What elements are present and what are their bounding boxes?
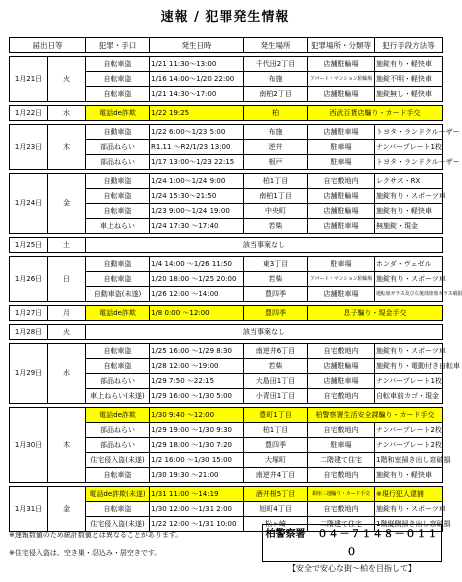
datetime-cell: 1/24 1:00～1/24 9:00 (150, 174, 244, 189)
place-cell: 大島田1丁目 (244, 374, 308, 389)
category-cell: 店舗駐輪場 (308, 189, 375, 204)
crime-type-cell: 自動車盗(未遂) (86, 287, 150, 302)
place-cell: 千代田2丁目 (244, 57, 308, 72)
crime-type-cell: 自転車盗 (86, 57, 150, 72)
datetime-cell: 1/25 16:00 ～1/29 8:30 (150, 344, 244, 359)
category-cell: 店舗駐車場 (308, 287, 375, 302)
table-row (10, 106, 443, 121)
place-cell: 豊町1丁目 (244, 408, 308, 423)
category-cell: 二階建て住宅 (308, 517, 375, 532)
category-cell: 銀座三越騙り・カード手交 (308, 487, 375, 502)
crime-type-cell: 電話de詐欺 (86, 306, 150, 321)
crime-type-cell: 自転車盗 (86, 272, 150, 287)
datetime-cell: R1.11 ～R2/1/23 13:00 (150, 140, 244, 155)
header-category: 犯罪場所・分類等 (308, 38, 375, 53)
category-cell: 自宅敷地内 (308, 389, 375, 404)
table-row (10, 325, 443, 340)
method-cell: ホンダ・ヴェゼル (375, 257, 443, 272)
method-cell: 1階和室掃き出し窓破損 (375, 453, 443, 468)
category-cell: アパート・マンション駐輪場 (308, 72, 375, 87)
method-cell: 施錠有り・軽快車 (375, 204, 443, 219)
crime-type-cell: 自転車盗 (86, 468, 150, 483)
method-cell: 運転席ガラス及び左後部座席ガラス破損 (375, 287, 443, 302)
method-cell: 施錠不明・軽快車 (375, 72, 443, 87)
datetime-cell: 1/29 18:00 ～1/30 7:20 (150, 438, 244, 453)
crime-type-cell: 住宅侵入盗(未遂) (86, 453, 150, 468)
place-cell: 旭町4丁目 (244, 502, 308, 517)
report-date: 1月29日 (10, 344, 48, 404)
crime-type-cell: 部品ねらい (86, 155, 150, 170)
place-cell: 布施 (244, 125, 308, 140)
category-cell: 自宅敷地内 (308, 502, 375, 517)
crime-type-cell: 自転車盗 (86, 189, 150, 204)
police-slogan: 【安全で安心な街～柏を目指して】 (288, 564, 416, 573)
method-cell: 施錠無し・軽快車 (375, 87, 443, 102)
datetime-cell: 1/24 15:30～21:50 (150, 189, 244, 204)
place-cell: 布施 (244, 72, 308, 87)
day-of-week: 水 (48, 106, 86, 121)
crime-type-cell: 自動車盗 (86, 125, 150, 140)
method-cell: ナンバープレート2枚 (375, 438, 443, 453)
datetime-cell: 1/4 14:00 ～1/26 11:50 (150, 257, 244, 272)
no-incident-cell: 該当事案なし (86, 325, 443, 340)
table-row (10, 344, 443, 359)
table-row (10, 125, 443, 140)
category-cell: アパート・マンション駐輪場 (308, 272, 375, 287)
method-cell: トヨタ・ランドクルーザー (375, 125, 443, 140)
place-cell: 南柏2丁目 (244, 87, 308, 102)
report-date: 1月25日 (10, 238, 48, 253)
category-cell: 店舗駐車場 (308, 125, 375, 140)
report-date: 1月23日 (10, 125, 48, 170)
category-cell: 二階建て住宅 (308, 453, 375, 468)
method-cell: ナンバープレート1枚 (375, 140, 443, 155)
crime-report-table (9, 37, 462, 532)
police-station-name: 柏警察署 (265, 529, 306, 540)
place-cell: 若柴 (244, 219, 308, 234)
datetime-cell: 1/31 11:00 ～14:19 (150, 487, 244, 502)
police-contact (263, 526, 441, 562)
method-cell: 1階縦側掃き出し窓破損 (375, 517, 443, 532)
place-cell: 豊四季 (244, 438, 308, 453)
datetime-cell: 1/22 19:25 (150, 106, 244, 121)
report-date: 1月26日 (10, 257, 48, 302)
report-date: 1月22日 (10, 106, 48, 121)
category-cell: 店舗駐輪場 (308, 87, 375, 102)
place-cell: 柏1丁目 (244, 423, 308, 438)
place-cell: 逆井 (244, 140, 308, 155)
method-cell: 施錠有り・電動付き自転車 (375, 359, 443, 374)
table-row (10, 57, 443, 72)
place-cell: 南柏1丁目 (244, 189, 308, 204)
place-cell: 中央町 (244, 204, 308, 219)
datetime-cell: 1/28 12:00 ～19:00 (150, 359, 244, 374)
category-cell: 店舗駐車場 (308, 219, 375, 234)
table-row (10, 238, 443, 253)
datetime-cell: 1/26 12:00 ～14:00 (150, 287, 244, 302)
datetime-cell: 1/21 14:30～17:00 (150, 87, 244, 102)
place-cell: 柏1丁目 (244, 174, 308, 189)
table-row (10, 306, 443, 321)
category-cell: 自宅敷地内 (308, 423, 375, 438)
report-date: 1月30日 (10, 408, 48, 483)
crime-type-cell: 電話de詐欺 (86, 106, 150, 121)
datetime-cell: 1/30 9:40 ～12:00 (150, 408, 244, 423)
place-cell: 大塚町 (244, 453, 308, 468)
crime-type-cell: 電話de詐欺(未遂) (86, 487, 150, 502)
method-cell: 施錠有り・スポーツ車 (375, 344, 443, 359)
datetime-cell: 1/30 19:30 ～21:00 (150, 468, 244, 483)
method-cell: 施錠有り・軽快車 (375, 57, 443, 72)
method-cell: ナンバープレート2枚 (375, 423, 443, 438)
method-cell: 自転車前カゴ・現金 (375, 389, 443, 404)
datetime-cell: 1/29 7:50 ～22:15 (150, 374, 244, 389)
datetime-cell: 1/21 11:30～13:00 (150, 57, 244, 72)
crime-type-cell: 自動車盗 (86, 174, 150, 189)
category-cell: 店舗駐輪場 (308, 359, 375, 374)
category-cell: 柏警察署生活安全課騙り・カード手交 (308, 408, 443, 423)
footnote: ※速報数値のため統計数値とは異なることがあります。 (9, 531, 183, 539)
police-phone: ０４－７１４８－０１１０ (317, 529, 439, 558)
datetime-cell: 1/8 0:00 ～12:00 (150, 306, 244, 321)
day-of-week: 火 (48, 325, 86, 340)
crime-type-cell: 電話de詐欺 (86, 408, 150, 423)
header-method: 犯行手段方法等 (375, 38, 443, 53)
place-cell: 東3丁目 (244, 257, 308, 272)
category-cell: 駐車場 (308, 140, 375, 155)
datetime-cell: 1/22 6:00～1/23 5:00 (150, 125, 244, 140)
category-cell: 店舗駐車場 (308, 374, 375, 389)
category-cell: 駐車場 (308, 155, 375, 170)
header-datetime: 発生日時 (150, 38, 244, 53)
place-cell: 南逆井4丁目 (244, 468, 308, 483)
crime-type-cell: 自動車盗 (86, 257, 150, 272)
place-cell: 豊四季 (244, 306, 308, 321)
place-cell: 根戸 (244, 155, 308, 170)
datetime-cell: 1/24 17:30 ～17:40 (150, 219, 244, 234)
crime-type-cell: 自転車盗 (86, 502, 150, 517)
datetime-cell: 1/29 16:00 ～1/30 5:00 (150, 389, 244, 404)
category-cell: 店舗駐輪場 (308, 57, 375, 72)
header-date: 届出日等 (10, 38, 86, 53)
place-cell: 豊四季 (244, 287, 308, 302)
day-of-week: 火 (48, 57, 86, 102)
category-cell: 駐車場 (308, 438, 375, 453)
datetime-cell: 1/2 16:00 ～1/30 15:00 (150, 453, 244, 468)
page-title: 速報 / 犯罪発生情報 (160, 10, 290, 25)
place-cell: 小青田1丁目 (244, 389, 308, 404)
method-cell: ナンバープレート1枚 (375, 374, 443, 389)
table-header-row (10, 38, 443, 53)
header-place: 発生場所 (244, 38, 308, 53)
category-cell: 自宅敷地内 (308, 174, 375, 189)
crime-type-cell: 自転車盗 (86, 204, 150, 219)
police-station-box (262, 524, 442, 573)
category-cell: 自宅敷地内 (308, 468, 375, 483)
crime-report-body (10, 38, 462, 532)
datetime-cell: 1/16 14:00～1/20 22:00 (150, 72, 244, 87)
method-cell: 施錠有り・スポーツ車 (375, 189, 443, 204)
table-row (10, 257, 443, 272)
table-row (10, 174, 443, 189)
day-of-week: 土 (48, 238, 86, 253)
crime-type-cell: 自転車盗 (86, 87, 150, 102)
crime-type-cell: 部品ねらい (86, 423, 150, 438)
day-of-week: 金 (48, 174, 86, 234)
crime-type-cell: 車上ねらい (86, 219, 150, 234)
crime-type-cell: 部品ねらい (86, 438, 150, 453)
report-date: 1月31日 (10, 487, 48, 532)
category-cell: 息子騙り・現金手交 (308, 306, 443, 321)
header-crime-type: 犯罪・手口 (86, 38, 150, 53)
method-cell: 無施錠・現金 (375, 219, 443, 234)
category-cell: 西武百貨店騙り・カード手交 (308, 106, 443, 121)
report-date: 1月28日 (10, 325, 48, 340)
no-incident-cell: 該当事案なし (86, 238, 443, 253)
footnotes (9, 526, 182, 562)
crime-type-cell: 自転車盗 (86, 359, 150, 374)
method-cell: 施錠有り・スポーツ車 (375, 272, 443, 287)
place-cell: 酒井根5丁目 (244, 487, 308, 502)
crime-type-cell: 住宅侵入盗(未遂) (86, 517, 150, 532)
datetime-cell: 1/30 12:00 ～1/31 2:00 (150, 502, 244, 517)
crime-type-cell: 自転車盗 (86, 344, 150, 359)
crime-type-cell: 自転車盗 (86, 72, 150, 87)
report-date: 1月24日 (10, 174, 48, 234)
category-cell: 自宅敷地内 (308, 344, 375, 359)
method-cell: ※現行犯人逮捕 (375, 487, 443, 502)
crime-type-cell: 部品ねらい (86, 140, 150, 155)
place-cell: 若柴 (244, 272, 308, 287)
place-cell: 南逆井6丁目 (244, 344, 308, 359)
crime-type-cell: 車上ねらい(未遂) (86, 389, 150, 404)
datetime-cell: 1/23 9:00～1/24 19:00 (150, 204, 244, 219)
method-cell: 施錠有り・軽快車 (375, 468, 443, 483)
day-of-week: 日 (48, 257, 86, 302)
place-cell: 若柴 (244, 359, 308, 374)
day-of-week: 水 (48, 344, 86, 404)
category-cell: 店舗駐輪場 (308, 204, 375, 219)
table-row (10, 408, 443, 423)
datetime-cell: 1/22 12:00 ～1/31 10:00 (150, 517, 244, 532)
day-of-week: 木 (48, 125, 86, 170)
day-of-week: 木 (48, 408, 86, 483)
datetime-cell: 1/20 18:00 ～1/25 20:00 (150, 272, 244, 287)
place-cell: 柏 (244, 106, 308, 121)
method-cell: 施錠有り・スポーツ車 (375, 502, 443, 517)
method-cell: レクサス・RX (375, 174, 443, 189)
day-of-week: 金 (48, 487, 86, 532)
datetime-cell: 1/17 13:00～1/23 22:15 (150, 155, 244, 170)
datetime-cell: 1/29 19:00 ～1/30 9:30 (150, 423, 244, 438)
day-of-week: 月 (48, 306, 86, 321)
report-date: 1月21日 (10, 57, 48, 102)
method-cell: トヨタ・ランドクルーザー (375, 155, 443, 170)
place-cell: 松ヶ崎 (244, 517, 308, 532)
crime-type-cell: 部品ねらい (86, 374, 150, 389)
footnote: ※住宅侵入盗は、空き巣・忍込み・居空きです。 (9, 549, 162, 557)
category-cell: 駐車場 (308, 257, 375, 272)
report-date: 1月27日 (10, 306, 48, 321)
table-row (10, 487, 443, 502)
